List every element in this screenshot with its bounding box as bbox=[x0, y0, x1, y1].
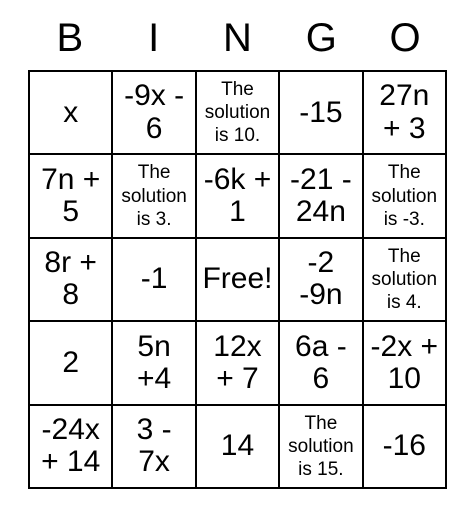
bingo-cell-o4[interactable] bbox=[363, 321, 446, 404]
cell-text: -1 bbox=[140, 262, 168, 296]
cell-text: -24x + 14 bbox=[41, 412, 101, 479]
bingo-cell-i5[interactable] bbox=[112, 405, 195, 488]
bingo-cell-free[interactable] bbox=[196, 238, 279, 321]
bingo-cell-b3[interactable] bbox=[29, 238, 112, 321]
cell-text: 2 bbox=[62, 345, 80, 379]
cell-text: 8r + 8 bbox=[44, 246, 97, 312]
bingo-cell-o3[interactable] bbox=[363, 238, 446, 321]
bingo-cell-b1[interactable] bbox=[29, 71, 112, 154]
bingo-cell-n2[interactable] bbox=[196, 154, 279, 237]
bingo-cell-i1[interactable] bbox=[112, 71, 195, 154]
bingo-cell-n1[interactable] bbox=[196, 71, 279, 154]
bingo-cell-o2[interactable] bbox=[363, 154, 446, 237]
bingo-cell-n5[interactable] bbox=[196, 405, 279, 488]
bingo-cell-g5[interactable] bbox=[279, 405, 362, 488]
cell-text: -9x - 6 bbox=[124, 79, 185, 145]
cell-text: The solution is 10. bbox=[204, 78, 271, 147]
cell-text: The solution is 3. bbox=[121, 162, 187, 230]
header-letter-i: I bbox=[148, 16, 160, 60]
cell-text: -21 - 24n bbox=[290, 162, 352, 229]
cell-text: 14 bbox=[220, 429, 255, 463]
cell-text: The solution is 4. bbox=[371, 245, 438, 314]
cell-text: -2 -9n bbox=[299, 246, 343, 312]
bingo-cell-o5[interactable] bbox=[363, 405, 446, 488]
cell-text: -2x + 10 bbox=[370, 329, 439, 395]
cell-text: 7n + 5 bbox=[41, 162, 101, 229]
cell-text: 27n + 3 bbox=[379, 79, 430, 145]
cell-text: 6a - 6 bbox=[295, 329, 347, 395]
cell-text: -15 bbox=[299, 95, 343, 129]
bingo-cell-n4[interactable] bbox=[196, 321, 279, 404]
free-space-label: Free! bbox=[202, 262, 273, 296]
bingo-cell-i3[interactable] bbox=[112, 238, 195, 321]
bingo-cell-i4[interactable] bbox=[112, 321, 195, 404]
bingo-cell-b4[interactable] bbox=[29, 321, 112, 404]
bingo-cell-o1[interactable] bbox=[363, 71, 446, 154]
cell-text: -16 bbox=[382, 429, 426, 463]
header-letter-o: O bbox=[389, 16, 421, 60]
cell-text: The solution is -3. bbox=[371, 162, 438, 230]
header-letter-n: N bbox=[223, 16, 252, 60]
header-letter-g: G bbox=[305, 16, 337, 60]
bingo-cell-g2[interactable] bbox=[279, 154, 362, 237]
bingo-cell-b5[interactable] bbox=[29, 405, 112, 488]
cell-text: 3 - 7x bbox=[136, 412, 172, 479]
cell-text: -6k + 1 bbox=[203, 162, 272, 229]
cell-text: The solution is 15. bbox=[288, 412, 354, 480]
bingo-cell-g4[interactable] bbox=[279, 321, 362, 404]
bingo-cell-g1[interactable] bbox=[279, 71, 362, 154]
bingo-header bbox=[28, 0, 447, 70]
cell-text: x bbox=[63, 95, 79, 129]
bingo-cell-b2[interactable] bbox=[29, 154, 112, 237]
cell-text: 12x + 7 bbox=[213, 329, 262, 395]
bingo-board bbox=[28, 70, 447, 489]
bingo-cell-i2[interactable] bbox=[112, 154, 195, 237]
header-letter-b: B bbox=[56, 16, 84, 60]
cell-text: 5n +4 bbox=[136, 329, 172, 395]
bingo-cell-g3[interactable] bbox=[279, 238, 362, 321]
